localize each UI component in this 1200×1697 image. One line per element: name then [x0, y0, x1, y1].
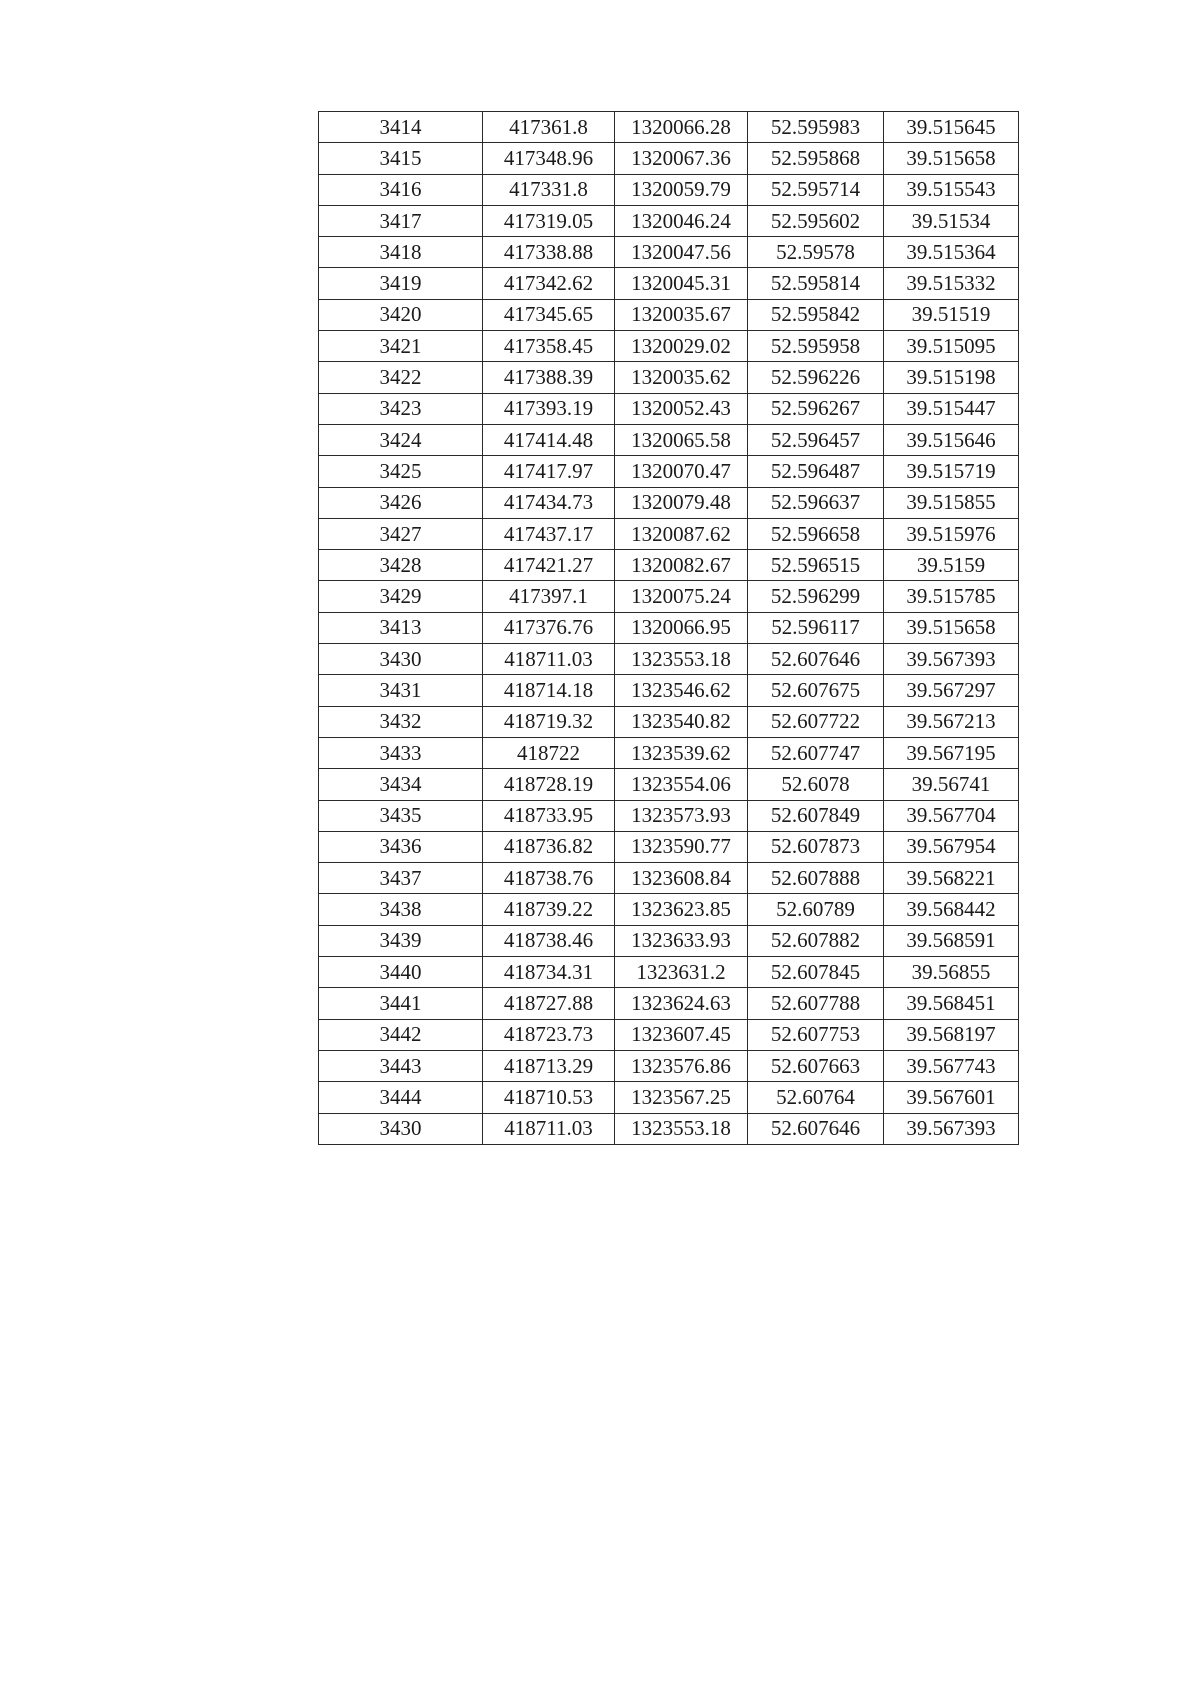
table-row	[319, 988, 1019, 1019]
longitude-cell: 39.567743	[884, 1050, 1019, 1081]
latitude-cell: 52.607646	[748, 1113, 884, 1144]
y-coordinate-cell: 1323539.62	[615, 737, 748, 768]
latitude-cell: 52.596457	[748, 424, 884, 455]
y-coordinate-cell: 1320059.79	[615, 174, 748, 205]
latitude-cell: 52.607845	[748, 957, 884, 988]
point-number-cell: 3435	[319, 800, 483, 831]
x-coordinate-cell: 418714.18	[483, 675, 615, 706]
longitude-cell: 39.568591	[884, 925, 1019, 956]
table-row	[319, 550, 1019, 581]
point-number-cell: 3417	[319, 205, 483, 236]
longitude-cell: 39.515364	[884, 237, 1019, 268]
point-number-cell: 3439	[319, 925, 483, 956]
latitude-cell: 52.596637	[748, 487, 884, 518]
table-row	[319, 863, 1019, 894]
x-coordinate-cell: 418736.82	[483, 831, 615, 862]
latitude-cell: 52.595958	[748, 331, 884, 362]
x-coordinate-cell: 417338.88	[483, 237, 615, 268]
point-number-cell: 3440	[319, 957, 483, 988]
table-row	[319, 581, 1019, 612]
y-coordinate-cell: 1323573.93	[615, 800, 748, 831]
point-number-cell: 3429	[319, 581, 483, 612]
point-number-cell: 3423	[319, 393, 483, 424]
point-number-cell: 3425	[319, 456, 483, 487]
longitude-cell: 39.5159	[884, 550, 1019, 581]
y-coordinate-cell: 1323576.86	[615, 1050, 748, 1081]
table-row	[319, 706, 1019, 737]
x-coordinate-cell: 417348.96	[483, 143, 615, 174]
longitude-cell: 39.567393	[884, 1113, 1019, 1144]
y-coordinate-cell: 1320066.95	[615, 612, 748, 643]
table-row	[319, 205, 1019, 236]
latitude-cell: 52.596515	[748, 550, 884, 581]
table-row	[319, 1019, 1019, 1050]
longitude-cell: 39.515543	[884, 174, 1019, 205]
y-coordinate-cell: 1320047.56	[615, 237, 748, 268]
table-row	[319, 1082, 1019, 1113]
y-coordinate-cell: 1320045.31	[615, 268, 748, 299]
latitude-cell: 52.607747	[748, 737, 884, 768]
point-number-cell: 3430	[319, 1113, 483, 1144]
x-coordinate-cell: 417434.73	[483, 487, 615, 518]
longitude-cell: 39.56855	[884, 957, 1019, 988]
x-coordinate-cell: 418710.53	[483, 1082, 615, 1113]
latitude-cell: 52.596487	[748, 456, 884, 487]
latitude-cell: 52.607788	[748, 988, 884, 1019]
point-number-cell: 3432	[319, 706, 483, 737]
x-coordinate-cell: 418739.22	[483, 894, 615, 925]
table-row	[319, 393, 1019, 424]
table-row	[319, 1050, 1019, 1081]
latitude-cell: 52.596226	[748, 362, 884, 393]
point-number-cell: 3431	[319, 675, 483, 706]
longitude-cell: 39.515198	[884, 362, 1019, 393]
point-number-cell: 3428	[319, 550, 483, 581]
coordinates-table	[318, 111, 1019, 1145]
x-coordinate-cell: 418719.32	[483, 706, 615, 737]
longitude-cell: 39.567195	[884, 737, 1019, 768]
latitude-cell: 52.607753	[748, 1019, 884, 1050]
latitude-cell: 52.595714	[748, 174, 884, 205]
longitude-cell: 39.51519	[884, 299, 1019, 330]
latitude-cell: 52.596658	[748, 518, 884, 549]
y-coordinate-cell: 1323540.82	[615, 706, 748, 737]
y-coordinate-cell: 1320035.67	[615, 299, 748, 330]
x-coordinate-cell: 417358.45	[483, 331, 615, 362]
point-number-cell: 3415	[319, 143, 483, 174]
latitude-cell: 52.595814	[748, 268, 884, 299]
x-coordinate-cell: 417414.48	[483, 424, 615, 455]
longitude-cell: 39.515095	[884, 331, 1019, 362]
longitude-cell: 39.567954	[884, 831, 1019, 862]
latitude-cell: 52.595602	[748, 205, 884, 236]
table-row	[319, 925, 1019, 956]
x-coordinate-cell: 417376.76	[483, 612, 615, 643]
longitude-cell: 39.515976	[884, 518, 1019, 549]
latitude-cell: 52.60789	[748, 894, 884, 925]
longitude-cell: 39.568221	[884, 863, 1019, 894]
y-coordinate-cell: 1323624.63	[615, 988, 748, 1019]
latitude-cell: 52.59578	[748, 237, 884, 268]
longitude-cell: 39.567297	[884, 675, 1019, 706]
longitude-cell: 39.515332	[884, 268, 1019, 299]
longitude-cell: 39.515646	[884, 424, 1019, 455]
table-row	[319, 237, 1019, 268]
point-number-cell: 3441	[319, 988, 483, 1019]
point-number-cell: 3418	[319, 237, 483, 268]
table-row	[319, 174, 1019, 205]
x-coordinate-cell: 418711.03	[483, 644, 615, 675]
y-coordinate-cell: 1323554.06	[615, 769, 748, 800]
x-coordinate-cell: 418728.19	[483, 769, 615, 800]
latitude-cell: 52.595842	[748, 299, 884, 330]
latitude-cell: 52.595868	[748, 143, 884, 174]
y-coordinate-cell: 1320046.24	[615, 205, 748, 236]
longitude-cell: 39.515719	[884, 456, 1019, 487]
x-coordinate-cell: 418711.03	[483, 1113, 615, 1144]
longitude-cell: 39.567393	[884, 644, 1019, 675]
x-coordinate-cell: 417388.39	[483, 362, 615, 393]
latitude-cell: 52.607882	[748, 925, 884, 956]
x-coordinate-cell: 418733.95	[483, 800, 615, 831]
latitude-cell: 52.6078	[748, 769, 884, 800]
latitude-cell: 52.596267	[748, 393, 884, 424]
table-row	[319, 424, 1019, 455]
y-coordinate-cell: 1320035.62	[615, 362, 748, 393]
x-coordinate-cell: 418723.73	[483, 1019, 615, 1050]
y-coordinate-cell: 1320087.62	[615, 518, 748, 549]
table-row	[319, 894, 1019, 925]
latitude-cell: 52.607873	[748, 831, 884, 862]
y-coordinate-cell: 1323567.25	[615, 1082, 748, 1113]
table-row	[319, 737, 1019, 768]
x-coordinate-cell: 417361.8	[483, 112, 615, 143]
y-coordinate-cell: 1320065.58	[615, 424, 748, 455]
longitude-cell: 39.568197	[884, 1019, 1019, 1050]
longitude-cell: 39.567601	[884, 1082, 1019, 1113]
y-coordinate-cell: 1323631.2	[615, 957, 748, 988]
point-number-cell: 3413	[319, 612, 483, 643]
point-number-cell: 3422	[319, 362, 483, 393]
point-number-cell: 3443	[319, 1050, 483, 1081]
y-coordinate-cell: 1323553.18	[615, 644, 748, 675]
y-coordinate-cell: 1323608.84	[615, 863, 748, 894]
y-coordinate-cell: 1320075.24	[615, 581, 748, 612]
x-coordinate-cell: 418738.76	[483, 863, 615, 894]
x-coordinate-cell: 417437.17	[483, 518, 615, 549]
point-number-cell: 3433	[319, 737, 483, 768]
x-coordinate-cell: 418727.88	[483, 988, 615, 1019]
latitude-cell: 52.607849	[748, 800, 884, 831]
point-number-cell: 3426	[319, 487, 483, 518]
longitude-cell: 39.51534	[884, 205, 1019, 236]
table-row	[319, 675, 1019, 706]
table-row	[319, 143, 1019, 174]
point-number-cell: 3444	[319, 1082, 483, 1113]
y-coordinate-cell: 1323623.85	[615, 894, 748, 925]
table-row	[319, 112, 1019, 143]
table-row	[319, 769, 1019, 800]
table-row	[319, 612, 1019, 643]
point-number-cell: 3416	[319, 174, 483, 205]
latitude-cell: 52.607888	[748, 863, 884, 894]
point-number-cell: 3424	[319, 424, 483, 455]
point-number-cell: 3436	[319, 831, 483, 862]
table-row	[319, 331, 1019, 362]
x-coordinate-cell: 417345.65	[483, 299, 615, 330]
point-number-cell: 3421	[319, 331, 483, 362]
longitude-cell: 39.515447	[884, 393, 1019, 424]
x-coordinate-cell: 417393.19	[483, 393, 615, 424]
latitude-cell: 52.595983	[748, 112, 884, 143]
point-number-cell: 3434	[319, 769, 483, 800]
x-coordinate-cell: 418722	[483, 737, 615, 768]
longitude-cell: 39.515658	[884, 612, 1019, 643]
x-coordinate-cell: 417331.8	[483, 174, 615, 205]
longitude-cell: 39.515658	[884, 143, 1019, 174]
y-coordinate-cell: 1323546.62	[615, 675, 748, 706]
point-number-cell: 3427	[319, 518, 483, 549]
x-coordinate-cell: 417319.05	[483, 205, 615, 236]
y-coordinate-cell: 1323607.45	[615, 1019, 748, 1050]
table-row	[319, 487, 1019, 518]
point-number-cell: 3438	[319, 894, 483, 925]
x-coordinate-cell: 417421.27	[483, 550, 615, 581]
table-row	[319, 1113, 1019, 1144]
table-row	[319, 957, 1019, 988]
coordinates-table-body	[319, 112, 1019, 1145]
y-coordinate-cell: 1320052.43	[615, 393, 748, 424]
longitude-cell: 39.568442	[884, 894, 1019, 925]
point-number-cell: 3414	[319, 112, 483, 143]
x-coordinate-cell: 417342.62	[483, 268, 615, 299]
y-coordinate-cell: 1320067.36	[615, 143, 748, 174]
longitude-cell: 39.515645	[884, 112, 1019, 143]
point-number-cell: 3419	[319, 268, 483, 299]
y-coordinate-cell: 1320070.47	[615, 456, 748, 487]
table-row	[319, 831, 1019, 862]
point-number-cell: 3442	[319, 1019, 483, 1050]
point-number-cell: 3430	[319, 644, 483, 675]
y-coordinate-cell: 1320066.28	[615, 112, 748, 143]
x-coordinate-cell: 418734.31	[483, 957, 615, 988]
y-coordinate-cell: 1320082.67	[615, 550, 748, 581]
longitude-cell: 39.567704	[884, 800, 1019, 831]
x-coordinate-cell: 417397.1	[483, 581, 615, 612]
longitude-cell: 39.567213	[884, 706, 1019, 737]
longitude-cell: 39.515785	[884, 581, 1019, 612]
table-row	[319, 800, 1019, 831]
latitude-cell: 52.60764	[748, 1082, 884, 1113]
latitude-cell: 52.596117	[748, 612, 884, 643]
latitude-cell: 52.607675	[748, 675, 884, 706]
table-row	[319, 518, 1019, 549]
table-row	[319, 299, 1019, 330]
table-row	[319, 456, 1019, 487]
y-coordinate-cell: 1323633.93	[615, 925, 748, 956]
table-row	[319, 362, 1019, 393]
latitude-cell: 52.607722	[748, 706, 884, 737]
table-row	[319, 268, 1019, 299]
point-number-cell: 3420	[319, 299, 483, 330]
y-coordinate-cell: 1323590.77	[615, 831, 748, 862]
x-coordinate-cell: 418738.46	[483, 925, 615, 956]
longitude-cell: 39.56741	[884, 769, 1019, 800]
y-coordinate-cell: 1320029.02	[615, 331, 748, 362]
latitude-cell: 52.607646	[748, 644, 884, 675]
point-number-cell: 3437	[319, 863, 483, 894]
y-coordinate-cell: 1320079.48	[615, 487, 748, 518]
latitude-cell: 52.596299	[748, 581, 884, 612]
longitude-cell: 39.515855	[884, 487, 1019, 518]
latitude-cell: 52.607663	[748, 1050, 884, 1081]
x-coordinate-cell: 417417.97	[483, 456, 615, 487]
longitude-cell: 39.568451	[884, 988, 1019, 1019]
table-row	[319, 644, 1019, 675]
x-coordinate-cell: 418713.29	[483, 1050, 615, 1081]
y-coordinate-cell: 1323553.18	[615, 1113, 748, 1144]
